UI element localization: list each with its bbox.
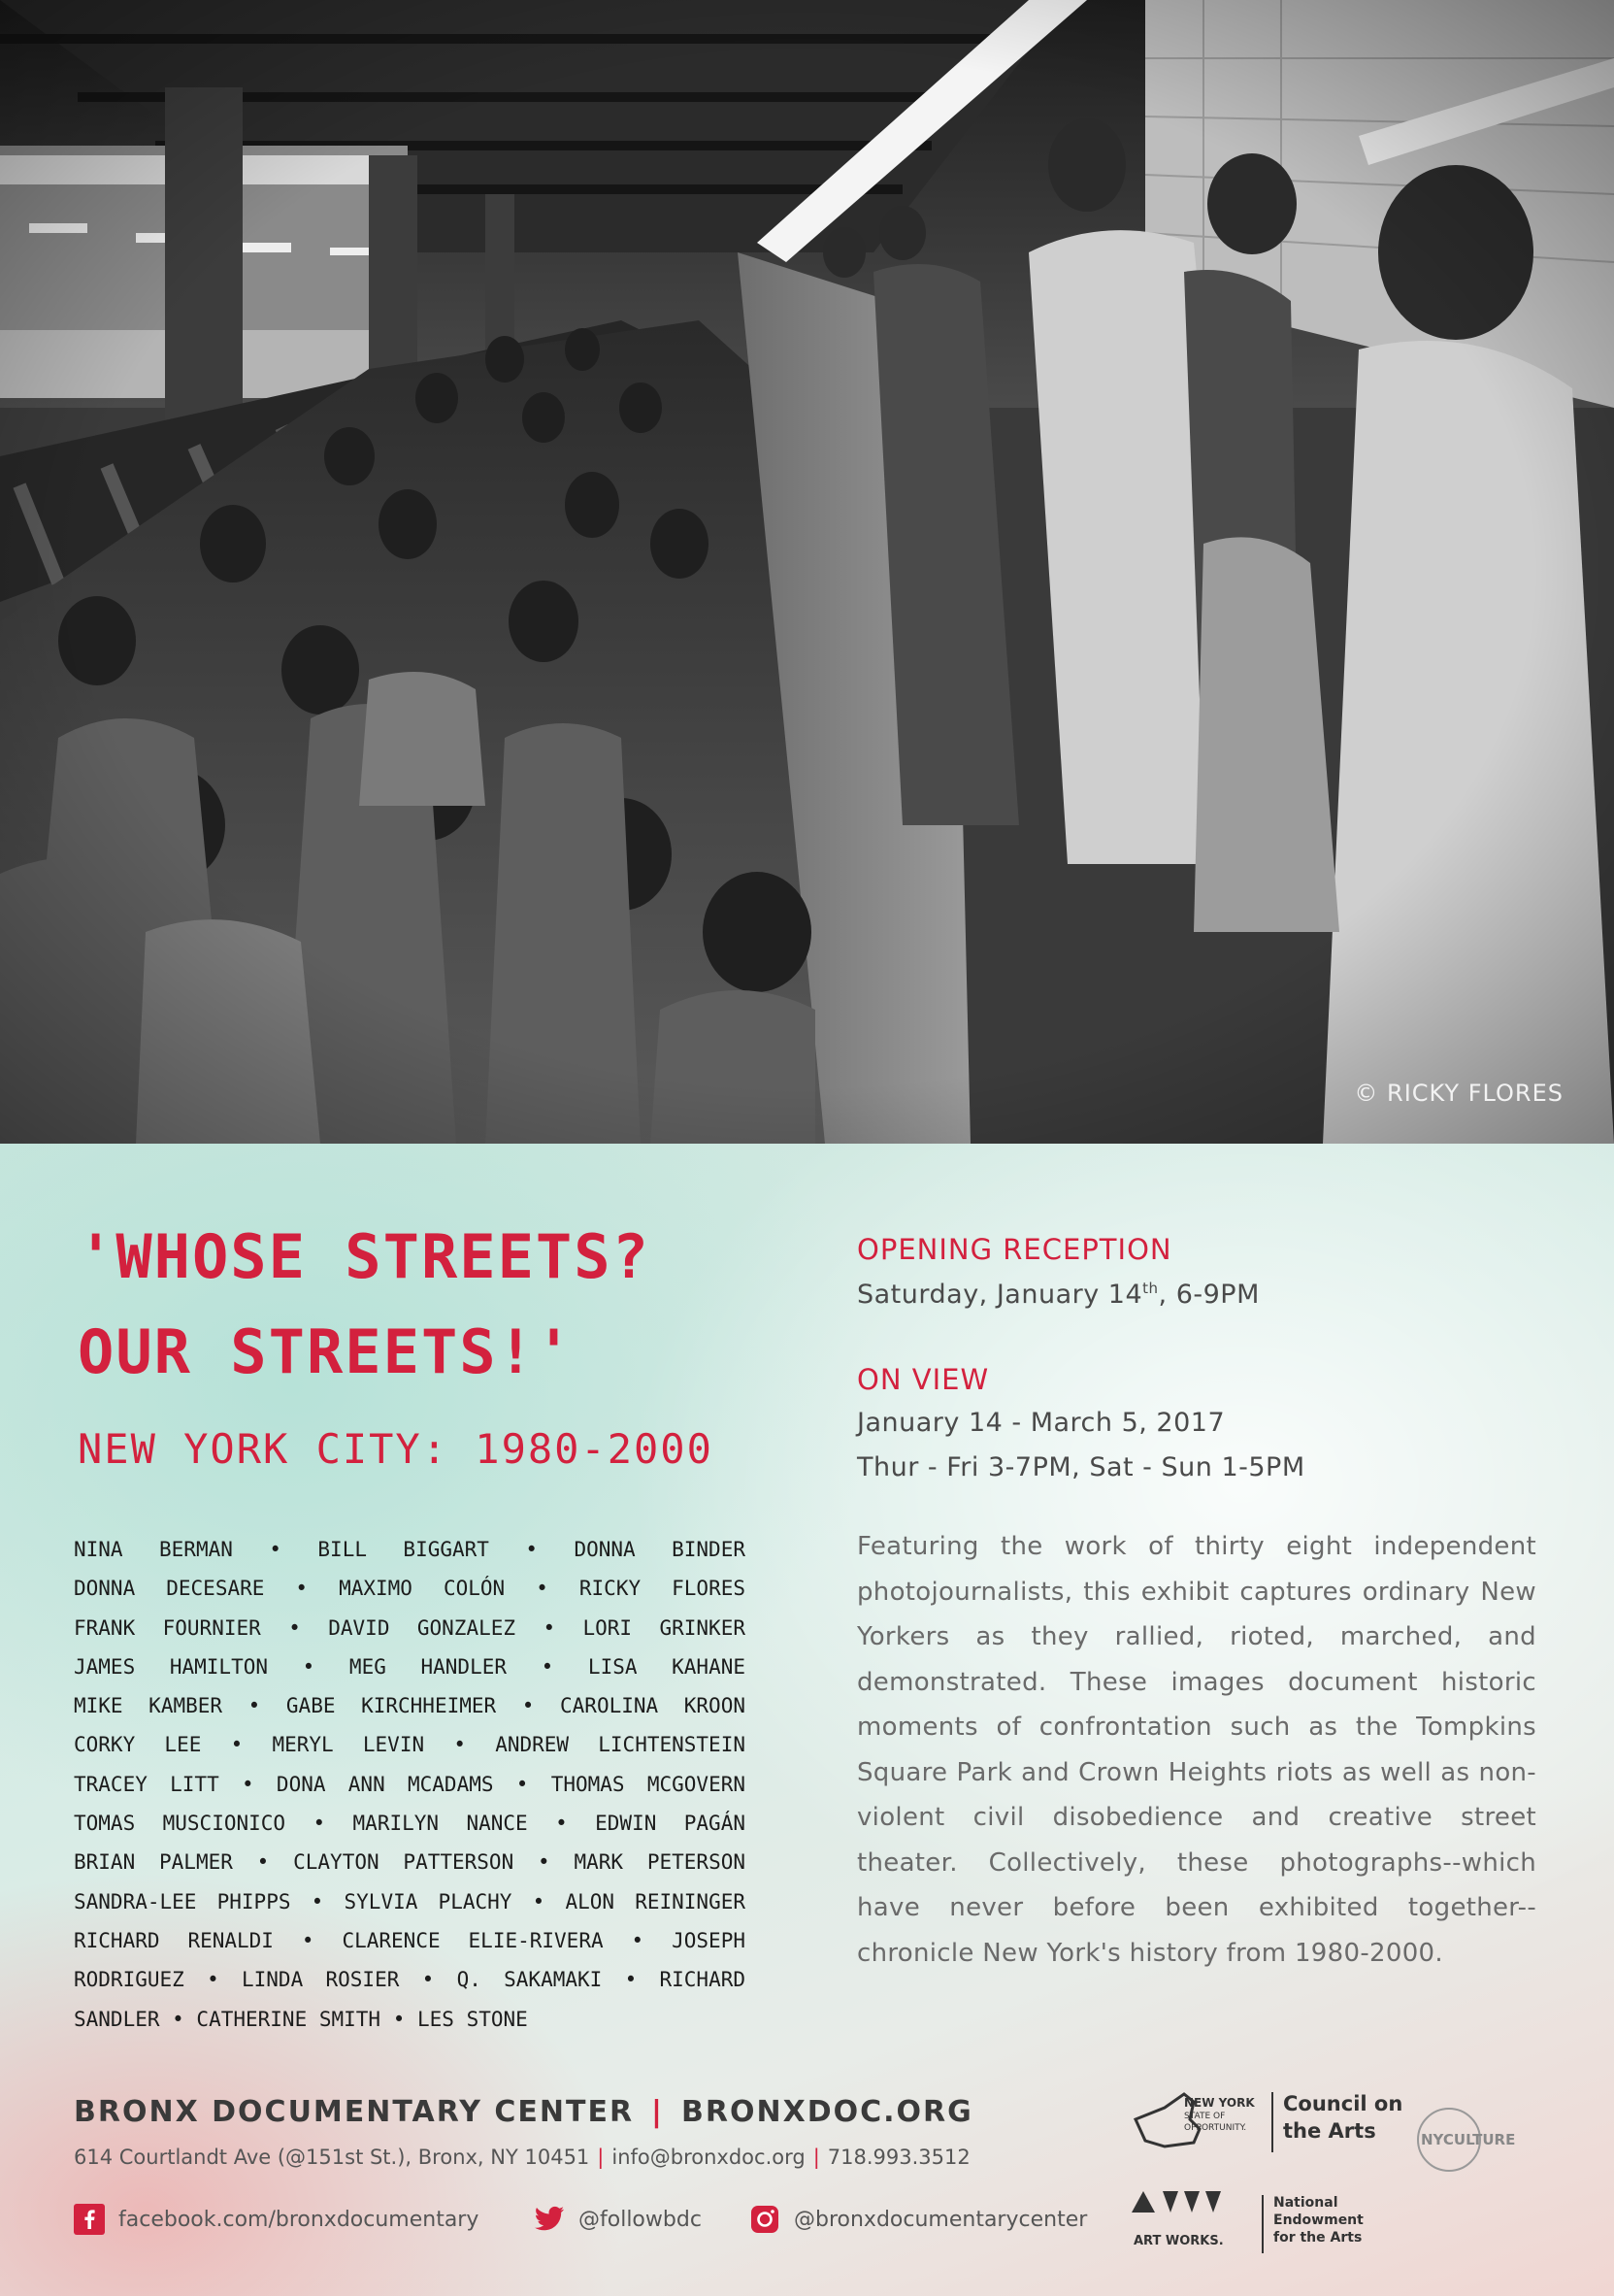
opening-date-text: Saturday, January 14 [857,1280,1143,1310]
email-link[interactable]: info@bronxdoc.org [611,2146,806,2169]
nyculture-logo: NYCULTURE [1421,2131,1516,2148]
facebook-icon [74,2204,105,2235]
photo-credit: © RICKY FLORES [1354,1080,1564,1107]
twitter-icon [534,2204,565,2235]
exhibit-title-line1: 'WHOSE STREETS? [78,1221,650,1292]
exhibit-title-line2: OUR STREETS!' [78,1316,575,1387]
twitter-link[interactable] [534,2204,702,2235]
street-address: 614 Courtlandt Ave (@151st St.), Bronx, NY 10451 [74,2146,590,2169]
photographer-row: DONNA DECESARE • MAXIMO COLÓN • RICKY FLORES [74,1577,745,1601]
opening-reception-label: OPENING RECEPTION [857,1233,1172,1266]
instagram-icon [749,2204,780,2235]
photo-illustration [0,0,1614,1144]
website-link[interactable]: BRONXDOC.ORG [681,2095,973,2129]
on-view-label: ON VIEW [857,1363,990,1396]
nys-logo-line2: STATE OF [1184,2112,1226,2121]
phone-number: 718.993.3512 [827,2146,971,2169]
footer-contact [74,2146,971,2169]
photographer-row: MIKE KAMBER • GABE KIRCHHEIMER • CAROLINA KROON [74,1694,745,1718]
photographer-row: CORKY LEE • MERYL LEVIN • ANDREW LICHTENSTEIN [74,1733,745,1757]
facebook-handle: facebook.com/bronxdocumentary [118,2207,479,2232]
instagram-handle: @bronxdocumentarycenter [794,2207,1088,2232]
nys-logo-line3: OPPORTUNITY. [1184,2123,1247,2133]
logo-divider [1262,2195,1264,2253]
photographer-row: TOMAS MUSCIONICO • MARILYN NANCE • EDWIN PAGÁN [74,1812,745,1836]
photographer-row: NINA BERMAN • BILL BIGGART • DONNA BINDER [74,1538,745,1561]
contact-divider: | [812,2146,820,2169]
nea-logo-line3: for the Arts [1273,2230,1363,2246]
instagram-link[interactable] [749,2204,1087,2235]
facebook-link[interactable] [74,2204,478,2235]
photographer-row: SANDLER • CATHERINE SMITH • LES STONE [74,2007,528,2031]
twitter-handle: @followbdc [578,2207,702,2232]
organization-name: BRONX DOCUMENTARY CENTER [74,2095,635,2129]
nys-logo-line1: NEW YORK [1184,2096,1255,2110]
contact-divider: | [597,2146,605,2169]
photographer-row: BRIAN PALMER • CLAYTON PATTERSON • MARK PETERSON [74,1850,745,1875]
photographer-row: RODRIGUEZ • LINDA ROSIER • Q. SAKAMAKI • RICHARD [74,1968,745,1992]
nea-logo-line1: National [1273,2195,1338,2211]
on-view-hours: Thur - Fri 3-7PM, Sat - Sun 1-5PM [857,1452,1305,1482]
art-works-text: ART WORKS. [1134,2234,1224,2248]
exhibit-subtitle: NEW YORK CITY: 1980-2000 [78,1425,713,1473]
opening-reception-date [857,1280,1260,1310]
photographer-list [74,1530,745,2039]
photographer-row: RICHARD RENALDI • CLARENCE ELIE-RIVERA • JOSEPH [74,1928,745,1952]
footer-divider: | [651,2095,665,2129]
council-logo-line1: Council on [1283,2092,1403,2115]
photographer-row: JAMES HAMILTON • MEG HANDLER • LISA KAHANE [74,1654,745,1679]
art-works-logo-icon [1128,2187,1235,2226]
info-panel [0,1144,1614,2296]
logo-divider [1271,2092,1273,2152]
photographer-row: SANDRA-LEE PHIPPS • SYLVIA PLACHY • ALON REININGER [74,1889,745,1913]
exhibit-description: Featuring the work of thirty eight independent photojournalists, this exhibit captures ordinary New Yorkers as they rallied, rioted, marched, and demonstrated. These images document historic moments of confrontation such as the Tompkins Square Park and Crown Heights riots as well as non-violent civil disobedience and creative street theater. Collectively, these photographs--which have never before been exhibited together-- chronicle New York's history from 1980-2000. [857,1532,1536,1968]
subway-protest-photo [0,0,1614,1144]
photographer-row: TRACEY LITT • DONA ANN MCADAMS • THOMAS MCGOVERN [74,1772,745,1796]
sponsor-logos [1126,2071,1582,2265]
nea-logo-line2: Endowment [1273,2213,1364,2228]
opening-time-text: , 6-9PM [1158,1280,1260,1310]
council-logo-line2: the Arts [1283,2119,1376,2143]
footer-organization [74,2095,973,2129]
photographer-row: FRANK FOURNIER • DAVID GONZALEZ • LORI GRINKER [74,1615,745,1640]
on-view-dates: January 14 - March 5, 2017 [857,1408,1226,1438]
opening-date-suffix: th [1142,1280,1159,1297]
